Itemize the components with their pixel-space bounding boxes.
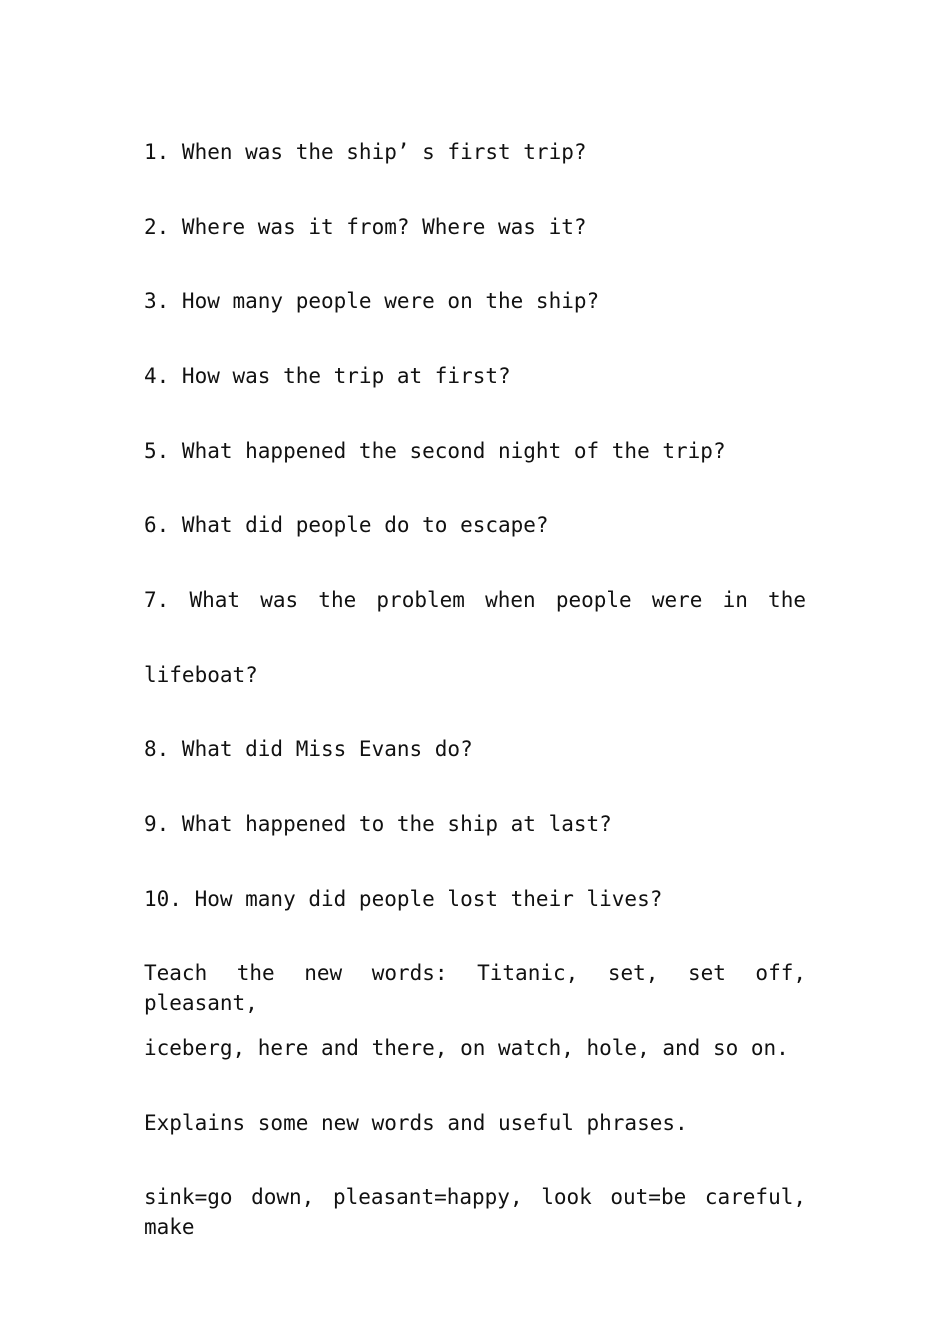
question-10: 10. How many did people lost their lives? bbox=[144, 887, 663, 911]
new-words-line-1: Teach the new words: Titanic, set, set off, pleasant, bbox=[144, 961, 806, 1015]
explanation-heading: Explains some new words and useful phrases. bbox=[144, 1111, 688, 1135]
question-9: 9. What happened to the ship at last? bbox=[144, 812, 612, 836]
question-7-line-1: 7. What was the problem when people were in the bbox=[144, 588, 806, 612]
new-words-line-2: iceberg, here and there, on watch, hole, and so on. bbox=[144, 1036, 789, 1060]
question-2: 2. Where was it from? Where was it? bbox=[144, 215, 587, 239]
phrase-definitions: sink=go down, pleasant=happy, look out=be careful, make bbox=[144, 1185, 806, 1239]
question-4: 4. How was the trip at first? bbox=[144, 364, 511, 388]
question-8: 8. What did Miss Evans do? bbox=[144, 737, 473, 761]
question-6: 6. What did people do to escape? bbox=[144, 513, 549, 537]
question-5: 5. What happened the second night of the trip? bbox=[144, 439, 726, 463]
question-1: 1. When was the ship’ s first trip? bbox=[144, 140, 587, 164]
question-7-line-2: lifeboat? bbox=[144, 663, 258, 687]
question-3: 3. How many people were on the ship? bbox=[144, 289, 600, 313]
